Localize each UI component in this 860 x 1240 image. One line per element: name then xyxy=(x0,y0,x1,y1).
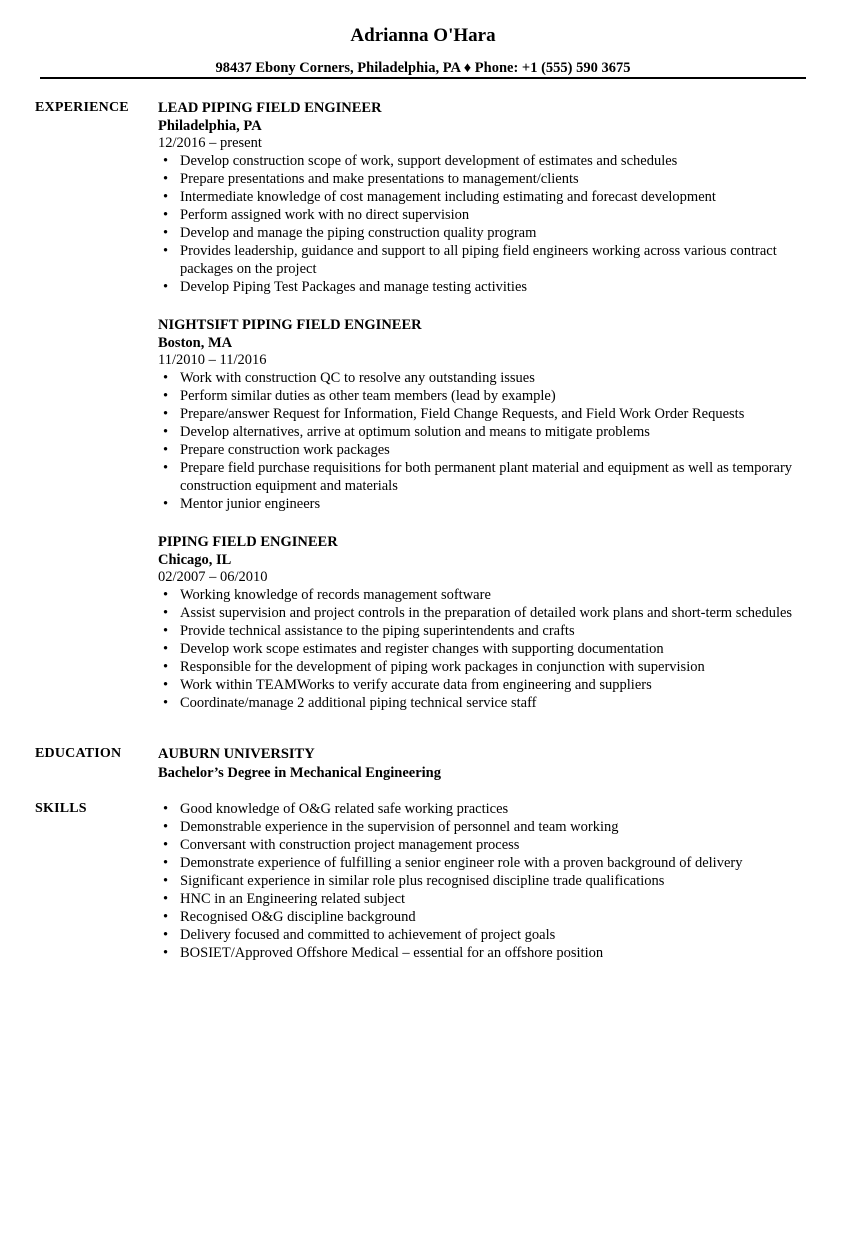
bullet-icon: • xyxy=(163,460,169,476)
job-bullets xyxy=(158,152,818,296)
list-item: • Develop construction scope of work, support development of estimates and schedules xyxy=(163,153,678,169)
list-item: • Coordinate/manage 2 additional piping technical service staff xyxy=(163,695,537,711)
bullet-icon: • xyxy=(163,370,169,386)
experience-list xyxy=(158,99,818,732)
bullet-icon: • xyxy=(163,909,169,925)
job-dates: 12/2016 – present xyxy=(158,135,262,151)
section-label-skills: SKILLS xyxy=(35,801,87,816)
contact-line: 98437 Ebony Corners, Philadelphia, PA ♦ Phone: +1 (555) 590 3675 xyxy=(215,60,631,76)
bullet-icon: • xyxy=(163,605,169,621)
list-item: • HNC in an Engineering related subject xyxy=(163,891,406,907)
list-item: • Develop work scope estimates and register changes with supporting documentation xyxy=(163,641,664,657)
job-dates: 02/2007 – 06/2010 xyxy=(158,569,268,585)
bullet-icon: • xyxy=(163,496,169,512)
degree-name: Bachelor’s Degree in Mechanical Engineering xyxy=(158,765,441,781)
bullet-icon: • xyxy=(163,207,169,223)
list-item: • Demonstrable experience in the supervision of personnel and team working xyxy=(163,819,619,835)
job-title: NIGHTSIFT PIPING FIELD ENGINEER xyxy=(158,317,422,333)
bullet-icon: • xyxy=(163,225,169,241)
list-item: • Good knowledge of O&G related safe working practices xyxy=(163,801,509,817)
bullet-icon: • xyxy=(163,891,169,907)
list-item: • Delivery focused and committed to achievement of project goals xyxy=(163,927,556,943)
list-item: • Provides leadership, guidance and support to all piping field engineers working across various contract packages on the project xyxy=(163,243,777,277)
bullet-icon: • xyxy=(163,623,169,639)
section-label-education: EDUCATION xyxy=(35,746,122,761)
bullet-icon: • xyxy=(163,855,169,871)
list-item: • Work within TEAMWorks to verify accurate data from engineering and suppliers xyxy=(163,677,652,693)
list-item: • Develop Piping Test Packages and manage testing activities xyxy=(163,279,528,295)
bullet-icon: • xyxy=(163,587,169,603)
bullet-icon: • xyxy=(163,873,169,889)
list-item: • Prepare construction work packages xyxy=(163,442,390,458)
list-item: • Mentor junior engineers xyxy=(163,496,321,512)
bullet-icon: • xyxy=(163,279,169,295)
list-item: • Prepare presentations and make presentations to management/clients xyxy=(163,171,579,187)
list-item: • BOSIET/Approved Offshore Medical – essential for an offshore position xyxy=(163,945,604,961)
bullet-icon: • xyxy=(163,945,169,961)
bullet-icon: • xyxy=(163,153,169,169)
header-divider xyxy=(40,77,806,79)
bullet-icon: • xyxy=(163,641,169,657)
list-item: • Develop and manage the piping construction quality program xyxy=(163,225,537,241)
list-item: • Prepare/answer Request for Information, Field Change Requests, and Field Work Order Requests xyxy=(163,406,745,422)
bullet-icon: • xyxy=(163,837,169,853)
job-bullets xyxy=(158,586,818,712)
bullet-icon: • xyxy=(163,677,169,693)
list-item: • Significant experience in similar role plus recognised discipline trade qualifications xyxy=(163,873,665,889)
bullet-icon: • xyxy=(163,189,169,205)
job-bullets xyxy=(158,369,818,513)
job-entry xyxy=(158,316,818,513)
list-item: • Recognised O&G discipline background xyxy=(163,909,416,925)
list-item: • Perform similar duties as other team members (lead by example) xyxy=(163,388,556,404)
skills-bullets xyxy=(158,800,818,962)
bullet-icon: • xyxy=(163,819,169,835)
list-item: • Work with construction QC to resolve any outstanding issues xyxy=(163,370,535,386)
list-item: • Conversant with construction project management process xyxy=(163,837,520,853)
bullet-icon: • xyxy=(163,659,169,675)
list-item: • Provide technical assistance to the piping superintendents and crafts xyxy=(163,623,575,639)
resume-header xyxy=(0,24,846,77)
bullet-icon: • xyxy=(163,388,169,404)
job-location: Philadelphia, PA xyxy=(158,118,262,134)
list-item: • Responsible for the development of piping work packages in conjunction with supervision xyxy=(163,659,705,675)
bullet-icon: • xyxy=(163,927,169,943)
job-title: PIPING FIELD ENGINEER xyxy=(158,534,338,550)
list-item: • Working knowledge of records management software xyxy=(163,587,491,603)
education-entry xyxy=(158,745,818,783)
list-item: • Perform assigned work with no direct supervision xyxy=(163,207,470,223)
list-item: • Develop alternatives, arrive at optimum solution and means to mitigate problems xyxy=(163,424,650,440)
bullet-icon: • xyxy=(163,442,169,458)
job-location: Chicago, IL xyxy=(158,552,232,568)
list-item: • Demonstrate experience of fulfilling a senior engineer role with a proven background of delivery xyxy=(163,855,743,871)
candidate-name: Adrianna O'Hara xyxy=(350,25,496,46)
section-label-experience: EXPERIENCE xyxy=(35,100,129,115)
bullet-icon: • xyxy=(163,243,169,259)
skills-list xyxy=(158,800,818,962)
job-entry xyxy=(158,99,818,296)
bullet-icon: • xyxy=(163,695,169,711)
list-item: • Intermediate knowledge of cost management including estimating and forecast development xyxy=(163,189,716,205)
list-item: • Prepare field purchase requisitions for both permanent plant material and equipment as well as temporary construction equipment and materials xyxy=(163,460,793,494)
bullet-icon: • xyxy=(163,424,169,440)
job-title: LEAD PIPING FIELD ENGINEER xyxy=(158,100,382,116)
job-location: Boston, MA xyxy=(158,335,233,351)
bullet-icon: • xyxy=(163,171,169,187)
bullet-icon: • xyxy=(163,406,169,422)
bullet-icon: • xyxy=(163,801,169,817)
job-entry xyxy=(158,533,818,712)
list-item: • Assist supervision and project controls in the preparation of detailed work plans and short-term schedules xyxy=(163,605,793,621)
job-dates: 11/2010 – 11/2016 xyxy=(158,352,267,368)
school-name: AUBURN UNIVERSITY xyxy=(158,746,315,762)
